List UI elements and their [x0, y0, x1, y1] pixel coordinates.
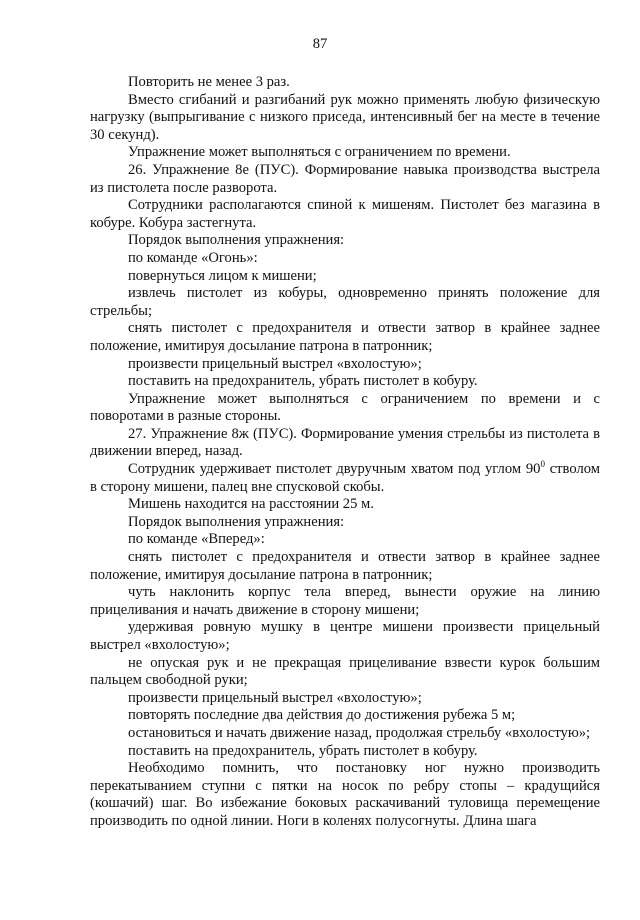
paragraph: по команде «Вперед»:	[128, 531, 265, 548]
paragraph: удерживая ровную мушку в центре мишени произвести прицельный выстрел «вхолостую»;	[90, 619, 600, 653]
paragraph: извлечь пистолет из кобуры, одновременно принять положение для стрельбы;	[90, 285, 600, 319]
paragraph: 26. Упражнение 8е (ПУС). Формирование навыка производства выстрела из пистолета после разворота.	[90, 161, 600, 196]
paragraph	[90, 461, 600, 496]
paragraph-text: Сотрудник удерживает пистолет двуручным хватом под углом 90	[128, 461, 541, 478]
paragraph: поставить на предохранитель, убрать пистолет в кобуру.	[128, 373, 478, 390]
paragraph: Порядок выполнения упражнения:	[128, 513, 345, 530]
paragraph: не опуская рук и не прекращая прицеливание взвести курок большим пальцем свободной руки;	[90, 654, 600, 689]
paragraph-text: стволом в сторону мишени, палец вне спусковой скобы.	[90, 461, 600, 495]
paragraph: Порядок выполнения упражнения:	[128, 232, 345, 249]
paragraph: повернуться лицом к мишени;	[128, 267, 317, 284]
paragraph: Мишень находится на расстоянии 25 м.	[128, 496, 374, 513]
paragraph: снять пистолет с предохранителя и отвести затвор в крайнее заднее положение, имитируя досылание патрона в патронник;	[90, 320, 600, 354]
degree-superscript: 0	[540, 459, 545, 470]
paragraph: произвести прицельный выстрел «вхолостую»;	[128, 355, 422, 372]
document-body	[90, 74, 600, 831]
paragraph: произвести прицельный выстрел «вхолостую»;	[128, 689, 422, 706]
paragraph: Вместо сгибаний и разгибаний рук можно применять любую физическую нагрузку (выпрыгивание с низкого приседа, интенсивный бег на месте в течение 30 секунд).	[90, 91, 600, 143]
paragraph: Упражнение может выполняться с ограничением по времени и с поворотами в разные стороны.	[90, 390, 600, 425]
paragraph: снять пистолет с предохранителя и отвести затвор в крайнее заднее положение, имитируя досылание патрона в патронник;	[90, 549, 600, 583]
paragraph: чуть наклонить корпус тела вперед, вынести оружие на линию прицеливания и начать движение в сторону мишени;	[90, 584, 600, 618]
paragraph: 27. Упражнение 8ж (ПУС). Формирование умения стрельбы из пистолета в движении вперед, назад.	[90, 425, 600, 460]
paragraph: поставить на предохранитель, убрать пистолет в кобуру.	[128, 742, 478, 759]
page-number: 87	[312, 36, 328, 52]
paragraph: Необходимо помнить, что постановку ног нужно производить перекатыванием ступни с пятки на носок по ребру стопы – крадущийся (кошачий) шаг. Во избежание боковых раскачиваний туловища перемещение производить по одной линии. Ноги в коленях полусогнуты. Длина шага	[90, 760, 600, 829]
paragraph: Упражнение может выполняться с ограничением по времени.	[128, 144, 511, 161]
paragraph: Повторить не менее 3 раз.	[128, 74, 290, 90]
paragraph: по команде «Огонь»:	[128, 249, 258, 266]
paragraph: Сотрудники располагаются спиной к мишеням. Пистолет без магазина в кобуре. Кобура застегнута.	[90, 197, 600, 231]
paragraph: остановиться и начать движение назад, продолжая стрельбу «вхолостую»;	[128, 724, 591, 741]
paragraph: повторять последние два действия до достижения рубежа 5 м;	[128, 707, 516, 724]
